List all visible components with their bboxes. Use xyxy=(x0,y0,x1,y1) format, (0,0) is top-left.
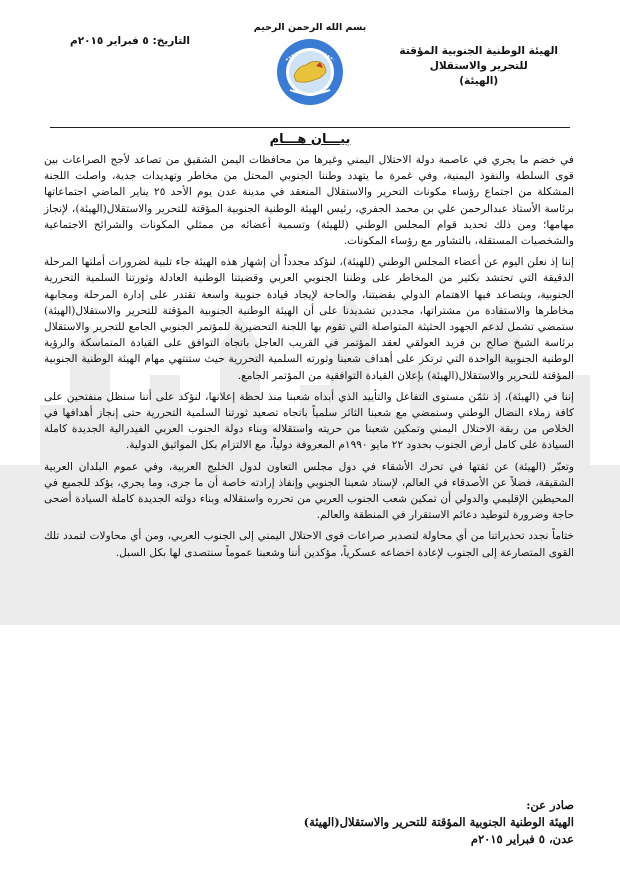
document-date: التاريخ: ٥ فبراير ٢٠١٥م xyxy=(70,35,191,47)
statement-body xyxy=(44,152,574,566)
paragraph-1: في خضم ما يجري في عاصمة دولة الاحتلال اليمني وغيرها من محافظات اليمن الشقيق من تصاعد لأجج الصراعات بين قوى السلطة والنفوذ اليمنية، وفي غمرة ما يتهدد وطننا الجنوبي المحتل من مخاطر وتهديدات جدية، واصلت اللجنة المشكلة من اجتماع رؤساء مكونات التحرير والاستقلال المنعقد في مدينة عدن يوم الأحد ٢٥ يناير الماضي اجتماعاتها برئاسة الأستاذ عبدالرحمن علي بن محمد الجفري، رئيس الهيئة الوطنية الجنوبية المؤقتة للتحرير والاستقلال(الهيئة)، لإنجاز مهامها؛ ومن ذلك تحديد قوام المجلس الوطني (للهيئة) وتسمية أعضائه من ممثلي المكونات والشرائح الاجتماعية والشخصيات المستقلة، بالتشاور مع رؤساء المكونات. xyxy=(44,154,574,248)
paragraph-4: وتعبّر (الهيئة) عن ثقتها في تحرك الأشقاء في دول مجلس التعاون لدول الخليج العربية، وفي عموم البلدان العربية الشقيقة، فضلاً عن الأصدقاء في العالم، لإسناد شعبنا الجنوبي وإنفاذ إرادته خاصة أن ما جرى، وما يجري، يؤكد للجميع في المحيطين الإقليمي والدولي أن تمكين شعب الجنوب العربي من تحرره واستقلاله وبناء دولته الجديدة كاملة السيادة أضحى حاجة وضرورة لتوطيد دعائم الاستقرار في المنطقة والعالم. xyxy=(44,460,574,522)
issued-label: صادر عن: xyxy=(526,798,574,812)
issuer-name: الهيئة الوطنية الجنوبية المؤقتة للتحرير والاستقلال(الهيئة) xyxy=(303,815,574,829)
org-name-line1: الهيئة الوطنية الجنوبية المؤقتة xyxy=(399,45,558,57)
organization-emblem-logo xyxy=(276,38,344,106)
org-name-line2: للتحرير والاستقلال xyxy=(429,60,528,72)
org-name-line3: (الهيئة) xyxy=(459,75,499,87)
header-divider xyxy=(50,127,570,128)
statement-title: بيـــان هـــام xyxy=(269,132,351,147)
organization-header xyxy=(399,44,558,89)
paragraph-2: إننا إذ نعلن اليوم عن أعضاء المجلس الوطني (للهيئة)، لنؤكد مجدداً أن إشهار هذه الهيئة جاء تلبية لضرورات أملتها المرحلة الدقيقة التي تحتشد بكثير من المخاطر على وطننا الجنوبي العربي وقضيتنا الوطنية العادلة وثورتنا السلمية التحررية الجنوبية، ويتصاعد فيها الاهتمام الدولي بقضيتنا، والحاجة لإيجاد قيادة جنوبية واسعة تقتدر على إدارة المرحلة ومجابهة مخاطرها والاستفادة من مشتراتها، مجددين تشديدنا على أن الهيئة الوطنية الجنوبية المؤقتة للتحرير والاستقلال(الهيئة) ستمضي تشمل لدعم الجهود الحثيثة المتواصلة التي تقوم بها اللجنة التحضيرية للمؤتمر الجنوبي الجامع للتحرير والاستقلال برئاسة الشيخ صالح بن فريد العولقي لعقد المؤتمر في القريب العاجل باتجاه التوافق على القيادة المتماسكة والرؤية الوطنية الجنوبية الواحدة التي ترتكز على أهداف شعبنا وثورته السلمية التحررية حيث ستنتهي مهام الهيئة الوطنية الجنوبية المؤقتة للتحرير والاستقلال(الهيئة) بإعلان القيادة التوافقية من المؤتمر الجامع. xyxy=(44,256,574,382)
paragraph-5: ختاماً نجدد تحذيراتنا من أي محاولة لتصدير صراعات قوى الاحتلال اليمني إلى الجنوب العربي، ومن أي محاولات لتمدد تلك القوى المتصارعة إلى الجنوب لإعادة اخضاعه عسكرياً، مؤكدين أننا وشعبنا عموماً سنتصدى لها بكل السبل. xyxy=(44,530,574,559)
issued-place-date: عدن، ٥ فبراير ٢٠١٥م xyxy=(470,832,574,846)
paragraph-3: إننا في (الهيئة)، إذ نثمّن مستوى التفاعل والتأييد الذي أبداه شعبنا منذ لحظة إعلانها، لنؤكد على أننا سنظل منفتحين على كافة زملاء النضال الوطني وسنمضي مع شعبنا الثائر سلمياً باتجاه تصعيد ثورتنا السلمية التحررية حتى إنجاز أهدافها في الخلاص من ربقة الاحتلال اليمني وتمكين شعبنا من حريته واستقلاله وبناء دولة الجنوب العربي الفيدرالية الجديدة كاملة السيادة على كامل أرض الجنوب بحدود ٢٢ مايو ١٩٩٠م المعروفة دولياً، مع الالتزام بكل المواثيق الدولية. xyxy=(44,390,574,452)
issued-by-block xyxy=(44,797,574,848)
basmala: بسم الله الرحمن الرحيم xyxy=(253,22,367,33)
